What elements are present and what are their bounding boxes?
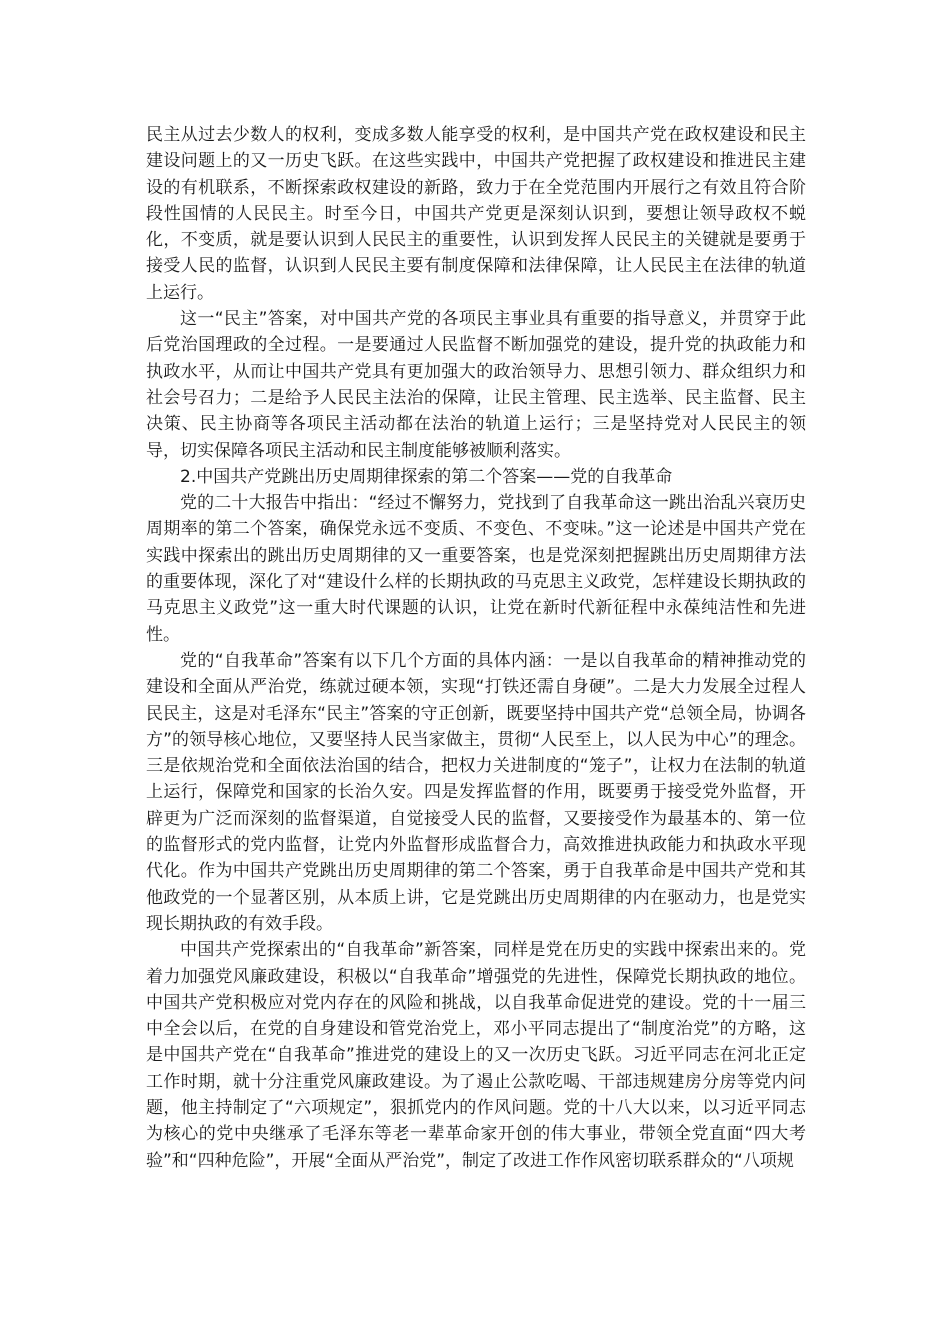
paragraph-self-revolution-meaning: 党的“自我革命”答案有以下几个方面的具体内涵：一是以自我革命的精神推动党的建设和全面从严治党，练就过硬本领，实现“打铁还需自身硬”。二是大力发展全过程人民民主，这是对毛泽东“民主”答案的守正创新，既要坚持中国共产党“总领全局，协调各方”的领导核心地位，又要坚持人民当家做主，贯彻“人民至上，以人民为中心”的理念。三是依规治党和全面依法治国的结合，把权力关进制度的“笼子”，让权力在法制的轨道上运行，保障党和国家的长治久安。四是发挥监督的作用，既要勇于接受党外监督，开辟更为广泛而深刻的监督渠道，自觉接受人民的监督，又要接受作为最基本的、第一位的监督形式的党内监督，让党内外监督形成监督合力，高效推进执政能力和执政水平现代化。作为中国共产党跳出历史周期律的第二个答案，勇于自我革命是中国共产党和其他政党的一个显著区别，从本质上讲，它是党跳出历史周期律的内在驱动力，也是党实现长期执政的有效手段。 (146, 650, 806, 934)
paragraph-democracy-answer: 这一“民主”答案，对中国共产党的各项民主事业具有重要的指导意义，并贯穿于此后党治国理政的全过程。一是要通过人民监督不断加强党的建设，提升党的执政能力和执政水平，从而让中国共产党具有更加强大的政治领导力、思想引领力、群众组织力和社会号召力；二是给予人民民主法治的保障，让民主管理、民主选举、民主监督、民主决策、民主协商等各项民主活动都在法治的轨道上运行；三是坚持党对人民民主的领导，切实保障各项民主活动和民主制度能够被顺利落实。 (146, 309, 806, 461)
paragraph-twentieth-congress: 党的二十大报告中指出：“经过不懈努力，党找到了自我革命这一跳出治乱兴衰历史周期率的第二个答案，确保党永远不变质、不变色、不变味。”这一论述是中国共产党在实践中探索出的跳出历史周期律的又一重要答案，也是党深刻把握跳出历史周期律方法的重要体现，深化了对“建设什么样的长期执政的马克思主义政党，怎样建设长期执政的马克思主义政党”这一重大时代课题的认识，让党在新时代新征程中永葆纯洁性和先进性。 (146, 493, 806, 645)
paragraph-continuation: 民主从过去少数人的权利，变成多数人能享受的权利，是中国共产党在政权建设和民主建设问题上的又一历史飞跃。在这些实践中，中国共产党把握了政权建设和推进民主建设的有机联系，不断探索政权建设的新路，致力于在全党范围内开展行之有效且符合阶段性国情的人民民主。时至今日，中国共产党更是深刻认识到，要想让领导政权不蜕化，不变质，就是要认识到人民民主的重要性，认识到发挥人民民主的关键就是要勇于接受人民的监督，认识到人民民主要有制度保障和法律保障，让人民民主在法律的轨道上运行。 (146, 125, 806, 303)
section-heading: 2.中国共产党跳出历史周期律探索的第二个答案——党的自我革命 (180, 466, 673, 487)
document-body (146, 122, 806, 1174)
paragraph-self-revolution-history: 中国共产党探索出的“自我革命”新答案，同样是党在历史的实践中探索出来的。党着力加强党风廉政建设，积极以“自我革命”增强党的先进性，保障党长期执政的地位。中国共产党积极应对党内存在的风险和挑战，以自我革命促进党的建设。党的十一届三中全会以后，在党的自身建设和管党治党上，邓小平同志提出了“制度治党”的方略，这是中国共产党在“自我革命”推进党的建设上的又一次历史飞跃。习近平同志在河北正定工作时期，就十分注重党风廉政建设。为了遏止公款吃喝、干部违规建房分房等党内问题，他主持制定了“六项规定”，狠抓党内的作风问题。党的十八大以来，以习近平同志为核心的党中央继承了毛泽东等老一辈革命家开创的伟大事业，带领全党直面“四大考验”和“四种危险”，开展“全面从严治党”，制定了改进工作作风密切联系群众的“八项规 (146, 940, 806, 1171)
